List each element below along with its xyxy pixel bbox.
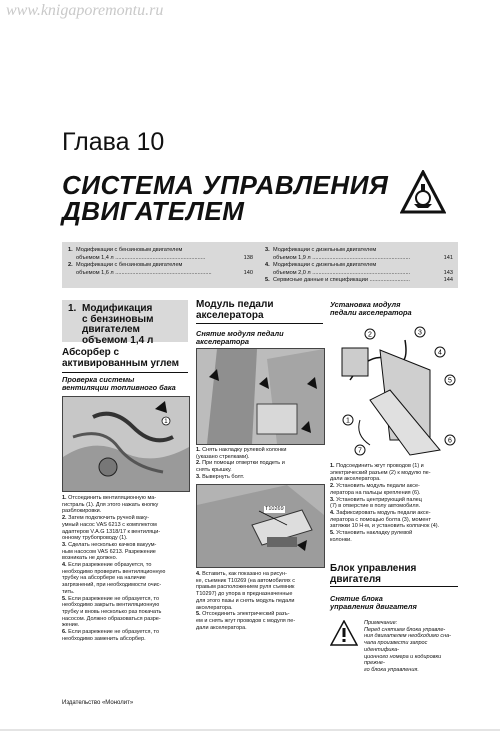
text-line: тить. [62, 588, 75, 595]
text-line: дали акселератора. [196, 624, 247, 631]
text-line: (7) в отверстие в полу автомобиля. [330, 503, 421, 510]
text-line: необходимо проверить вентиляционную [62, 568, 166, 575]
subheading-line: Установка модуля [330, 300, 401, 309]
text-line: разблокировки. [62, 508, 102, 515]
col3-subheading-top [330, 301, 460, 318]
heading-line: двигателя [330, 574, 382, 585]
text-line: (указано стрелками). [196, 453, 250, 460]
text-line: насосом. Должно образоваться разре- [62, 615, 161, 622]
subheading-line: акселератора [196, 337, 250, 347]
text-line: 4. Если разрежение образуется, то [62, 562, 152, 569]
text-line: трубку на абсорбере на наличие [62, 575, 146, 582]
tool-label: T10269 [265, 506, 284, 512]
toc-row: объемом 2,0 л ............................................................... 143 [273, 269, 453, 276]
title-line-1: СИСТЕМА УПРАВЛЕНИЯ [62, 170, 389, 200]
text-line: ке, съемник T10269 (на автомобилях с [196, 577, 295, 584]
heading-line: Абсорбер с [62, 347, 120, 358]
subheading-line: вентиляции топливного бака [62, 383, 176, 393]
svg-text:3: 3 [418, 329, 422, 337]
text-line: ем и снять жгут проводов с модуля пе- [196, 617, 296, 624]
text-line: необходимо заменить абсорбер. [62, 635, 146, 642]
heading-line: Блок управления [330, 563, 417, 574]
note [364, 620, 460, 674]
text-line: 1. Подсоединить жгут проводов (1) и [330, 463, 424, 469]
section-box [62, 300, 188, 346]
text-line: снять крышку. [196, 467, 232, 474]
warning-icon [400, 170, 446, 216]
heading-line: акселератора [196, 310, 264, 321]
heading-line: Модуль педали [196, 299, 274, 310]
toc-left-column [68, 247, 253, 277]
text-line: адаптеров V.A.G 1318/17 к вентиляци- [62, 528, 161, 535]
col2-heading [196, 299, 324, 321]
publisher: Издательство «Монолит» [62, 700, 134, 706]
text-line: 2. Затем подключить ручной ваку- [62, 515, 150, 522]
title-line-2: ДВИГАТЕЛЕМ [62, 196, 245, 226]
col2-text-a [196, 447, 324, 481]
note-line: Перед снятием блока управле- [364, 626, 446, 633]
toc-right-column [265, 247, 453, 285]
divider [330, 586, 458, 587]
text-line: акселератора. [196, 604, 233, 611]
text-line: онному трубопроводу (1). [62, 535, 128, 542]
chapter-title [62, 172, 388, 224]
text-line: загрязнений, при необходимости очис- [62, 582, 162, 589]
text-line: жение. [62, 622, 80, 629]
toc-row: 3. Модификации с дизельным двигателем [265, 247, 377, 253]
svg-text:1: 1 [346, 417, 350, 425]
text-line: затяжки 10 Н·м, и установить колпачок (4). [330, 523, 440, 530]
subheading-line: педали акселератора [330, 308, 412, 318]
col3-subheading [330, 595, 460, 612]
chapter-heading: Глава 10 [62, 128, 165, 156]
evap-canister-photo [62, 396, 190, 492]
toc-row: объемом 1,4 л .......................................................... 138 [76, 254, 253, 261]
text-line: лератора на пальцы крепления (6). [330, 489, 421, 496]
svg-text:6: 6 [448, 437, 452, 445]
note-line: чала произвести запрос идентифика- [364, 640, 428, 653]
note-label: Примечание: [364, 620, 398, 626]
text-line: трубку и вновь несколько раз покачать [62, 608, 162, 615]
col1-text [62, 495, 190, 642]
text-line: 5. Если разрежение не образуется, то [62, 595, 160, 602]
col1-subheading [62, 376, 190, 393]
toc-row: 2. Модификации с бензиновым двигателем [68, 262, 183, 268]
text-line: 6. Если разрежение не образуется, то [62, 629, 160, 636]
col2-subheading [196, 330, 324, 347]
text-line: 3. Установить центрирующий палец [330, 496, 422, 503]
divider [196, 323, 323, 324]
text-line: электрический разъем (2) к модулю пе- [330, 469, 431, 476]
col2-text-b [196, 571, 324, 631]
text-line: дали акселератора. [330, 476, 381, 483]
section-title-line: двигателем [82, 324, 140, 335]
text-line: колонки. [330, 536, 352, 543]
svg-text:7: 7 [358, 447, 362, 455]
toc-row: объемом 1,9 л ............................................................... 141 [273, 254, 453, 261]
text-line: для этого пазы и снять модуль педали [196, 597, 295, 604]
pedal-module-diagram [330, 320, 460, 460]
toc-row: 4. Модификации с дизельным двигателем [265, 262, 377, 268]
toc-row: 1. Модификации с бензиновым двигателем [68, 247, 183, 253]
note-icon [330, 620, 358, 646]
divider [62, 372, 188, 373]
text-line: 4. Вставить, как показано на рисун- [196, 571, 287, 577]
text-line: 2. Установить модуль педали аксе- [330, 483, 420, 490]
svg-text:2: 2 [368, 331, 372, 339]
toc-row: 5. Сервисные данные и спецификации .......................... 144 [265, 277, 453, 283]
col1-heading [62, 347, 190, 369]
svg-text:1: 1 [164, 419, 168, 425]
text-line: 3. Вывернуть болт. [196, 473, 245, 480]
text-line: 4. Зафиксировать модуль педали аксе- [330, 509, 431, 516]
section-title-line: объемом 1,4 л [82, 334, 154, 346]
puller-tool-photo [196, 484, 325, 568]
text-line: 2. При помощи отвертки поддеть и [196, 460, 285, 467]
note-line: ния двигателем необходимо сна- [364, 633, 452, 640]
footer-strip [0, 726, 500, 732]
section-title-line: с бензиновым [82, 313, 154, 325]
svg-text:4: 4 [438, 349, 442, 357]
note-line: ционного номера и кодировки прежне- [364, 653, 442, 667]
text-line: 1. Снять накладку рулевой колонки [196, 447, 287, 453]
subheading-line: Проверка системы [62, 375, 135, 384]
note-line: го блока управления. [364, 666, 419, 673]
section-title-line: Модификация [82, 303, 153, 314]
section-title [82, 304, 153, 346]
col3-text [330, 463, 460, 543]
heading-line: активированным углем [62, 358, 180, 369]
text-line: 1. Отсоединить вентиляционную ма- [62, 495, 157, 501]
text-line: 5. Отсоединить электрический разъ- [196, 611, 290, 618]
text-line: умный насос VAS 6213 с комплектом [62, 521, 157, 528]
text-line: T10297) до упора в предназначенные [196, 591, 293, 598]
svg-text:5: 5 [448, 377, 452, 385]
text-line: 3. Сделать несколько качков вакуум- [62, 541, 157, 548]
text-line: ным насосом VAS 6213. Разрежение [62, 548, 156, 555]
text-line: правым расположением руля съемник [196, 584, 295, 591]
text-line: гистраль (1). Для этого нажать кнопку [62, 501, 159, 508]
subheading-line: Снятие модуля педали [196, 329, 284, 338]
text-line: необходимо закрыть вентиляционную [62, 602, 160, 609]
text-line: лератора с помощью болта (3), момент [330, 516, 431, 523]
subheading-line: Снятие блока [330, 594, 383, 603]
toc-row: объемом 1,6 л .............................................................. 140 [76, 269, 253, 276]
note-text [364, 627, 460, 674]
section-number: 1. [68, 303, 77, 314]
watermark: www.knigaporemontu.ru [6, 2, 164, 19]
text-line: 5. Установить накладку рулевой [330, 530, 413, 537]
table-of-contents [62, 242, 458, 288]
text-line: возникать не должно. [62, 555, 118, 562]
col3-heading [330, 563, 460, 585]
steering-column-photo [196, 348, 325, 445]
subheading-line: управления двигателя [330, 602, 417, 612]
